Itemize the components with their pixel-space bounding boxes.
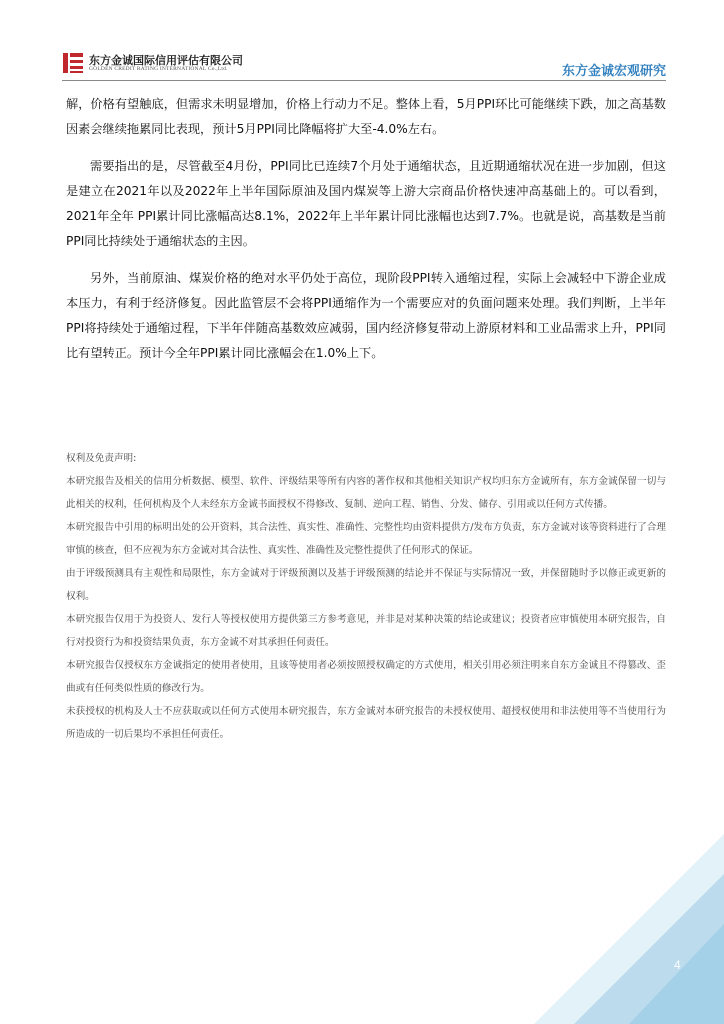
body-paragraph: 需要指出的是，尽管截至4月份，PPI同比已连续7个月处于通缩状态，且近期通缩状况在进一步加剧，但这是建立在2021年以及2022年上半年国际原油及国内煤炭等上游大宗商品价格快速冲高基础上的。可以看到，2021年全年 PPI累计同比涨幅高达8.1%，2022年上半年累计同比涨幅也达到7.7%。也就是说，高基数是当前PPI同比持续处于通缩状态的主因。	[66, 159, 666, 248]
disclaimer-section	[66, 447, 666, 746]
company-name-en: GOLDEN CREDIT RATING INTERNATIONAL Co.,Ltd.	[89, 66, 228, 72]
disclaimer-item: 本研究报告及相关的信用分析数据、模型、软件、评级结果等所有内容的著作权和其他相关知识产权均归东方金诚所有，东方金诚保留一切与此相关的权利，任何机构及个人未经东方金诚书面授权不得修改、复制、逆向工程、销售、分发、储存、引用或以任何方式传播。	[66, 476, 666, 510]
disclaimer-item: 未获授权的机构及人士不应获取或以任何方式使用本研究报告，东方金诚对本研究报告的未授权使用、超授权使用和非法使用等不当使用行为所造成的一切后果均不承担任何责任。	[66, 706, 666, 740]
page-number: 4	[674, 958, 681, 972]
disclaimer-title: 权利及免责声明:	[66, 453, 137, 464]
company-name-cn: 东方金诚国际信用评估有限公司	[89, 54, 243, 67]
page-header	[62, 48, 666, 80]
body-paragraph: 解，价格有望触底，但需求未明显增加，价格上行动力不足。整体上看，5月PPI环比可能继续下跌，加之高基数因素会继续拖累同比表现，预计5月PPI同比降幅将扩大至-4.0%左右。	[66, 97, 666, 136]
disclaimer-item: 本研究报告中引用的标明出处的公开资料，其合法性、真实性、准确性、完整性均由资料提供方/发布方负责，东方金诚对该等资料进行了合理审慎的核查，但不应视为东方金诚对其合法性、真实性、准确性及完整性提供了任何形式的保证。	[66, 522, 666, 556]
corner-decoration	[534, 834, 724, 1024]
disclaimer-item: 本研究报告仅授权东方金诚指定的使用者使用，且该等使用者必须按照授权确定的方式使用，相关引用必须注明来自东方金诚且不得篡改、歪曲或有任何类似性质的修改行为。	[66, 660, 666, 694]
header-divider	[62, 80, 666, 81]
disclaimer-item: 本研究报告仅用于为投资人、发行人等授权使用方提供第三方参考意见，并非是对某种决策的结论或建议；投资者应审慎使用本研究报告，自行对投资行为和投资结果负责，东方金诚不对其承担任何责任。	[66, 614, 666, 648]
company-logo-icon	[62, 52, 84, 74]
disclaimer-item: 由于评级预测具有主观性和局限性，东方金诚对于评级预测以及基于评级预测的结论并不保证与实际情况一致，并保留随时予以修正或更新的权利。	[66, 568, 666, 602]
section-title: 东方金诚宏观研究	[561, 64, 666, 79]
body-text	[66, 92, 666, 378]
body-paragraph: 另外，当前原油、煤炭价格的绝对水平仍处于高位，现阶段PPI转入通缩过程，实际上会减轻中下游企业成本压力，有利于经济修复。因此监管层不会将PPI通缩作为一个需要应对的负面问题来处理。我们判断，上半年PPI将持续处于通缩过程，下半年伴随高基数效应减弱，国内经济修复带动上游原材料和工业品需求上升，PPI同比有望转正。预计今全年PPI累计同比涨幅会在1.0%上下。	[66, 271, 666, 360]
